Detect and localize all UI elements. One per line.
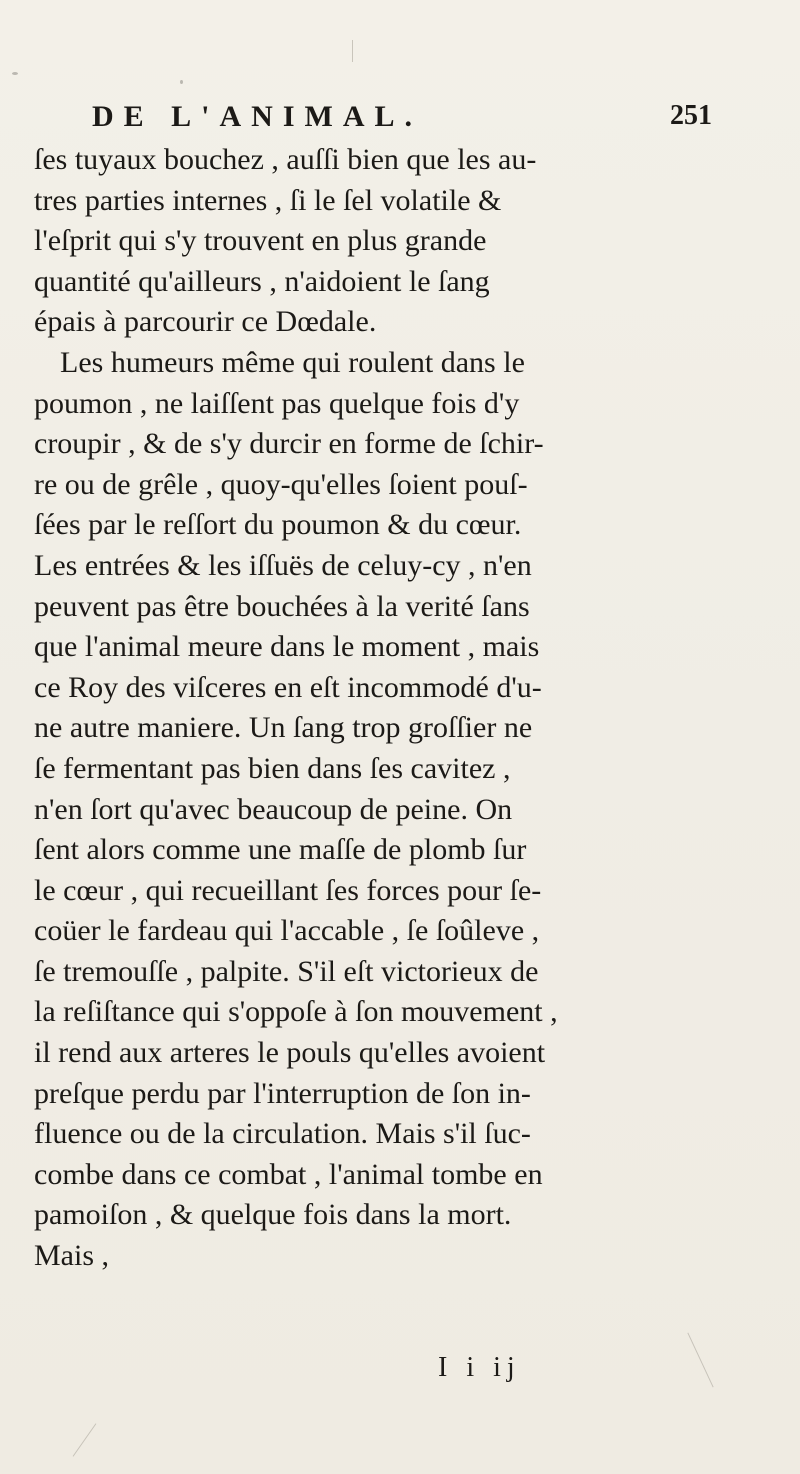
running-title: DE L'ANIMAL.: [92, 100, 423, 133]
paper-speck: [180, 80, 183, 84]
page-header: [92, 100, 712, 140]
text-line: n'en ſort qu'avec beaucoup de peine. On: [34, 792, 513, 826]
text-line: ſées par le reſſort du poumon & du cœur.: [34, 508, 522, 542]
text-line: peuvent pas être bouchées à la verité ſans: [34, 589, 530, 623]
text-line: Les humeurs même qui roulent dans le: [60, 345, 525, 379]
text-line: re ou de grêle , quoy-qu'elles ſoient pouſ-: [34, 467, 528, 501]
page-number: 251: [670, 100, 712, 131]
text-line: Mais ,: [34, 1239, 109, 1273]
text-line: ſes tuyaux bouchez , auſſi bien que les au-: [34, 143, 537, 176]
paper-speck: [12, 72, 18, 75]
text-line: ſent alors comme une maſſe de plomb ſur: [34, 833, 527, 867]
text-line: que l'animal meure dans le moment , mais: [34, 630, 540, 664]
body-text: [34, 140, 674, 1277]
text-line: tres parties internes , ſi le ſel volatile &: [34, 183, 502, 217]
text-line: il rend aux arteres le pouls qu'elles avoient: [34, 1036, 546, 1070]
text-line: fluence ou de la circulation. Mais s'il ſuc-: [34, 1117, 531, 1151]
signature-mark: I i ij: [438, 1352, 521, 1383]
paper-scratch: [352, 40, 353, 62]
text-line: ſe fermentant pas bien dans ſes cavitez ,: [34, 751, 511, 785]
text-line: épais à parcourir ce Dœdale.: [34, 305, 377, 339]
paper-scratch: [73, 1423, 97, 1456]
text-line: ſe tremouſſe , palpite. S'il eſt victorieux de: [34, 954, 539, 988]
paper-scratch: [687, 1333, 713, 1388]
text-line: croupir , & de s'y durcir en forme de ſchir-: [34, 427, 544, 461]
text-line: ne autre maniere. Un ſang trop groſſier ne: [34, 711, 533, 745]
text-line: preſque perdu par l'interruption de ſon in-: [34, 1076, 531, 1110]
text-line: coüer le fardeau qui l'accable , ſe ſoûleve ,: [34, 914, 540, 948]
text-line: combe dans ce combat , l'animal tombe en: [34, 1157, 543, 1191]
text-line: pamoiſon , & quelque fois dans la mort.: [34, 1198, 512, 1232]
text-line: l'eſprit qui s'y trouvent en plus grande: [34, 224, 487, 258]
text-line: la reſiſtance qui s'oppoſe à ſon mouvement ,: [34, 995, 558, 1029]
text-line: quantité qu'ailleurs , n'aidoient le ſang: [34, 264, 490, 298]
text-line: poumon , ne laiſſent pas quelque fois d'y: [34, 386, 520, 420]
text-line: ce Roy des viſceres en eſt incommodé d'u-: [34, 670, 542, 704]
text-line: Les entrées & les iſſuës de celuy-cy , n'en: [34, 548, 532, 582]
text-line: le cœur , qui recueillant ſes forces pour ſe-: [34, 873, 542, 907]
